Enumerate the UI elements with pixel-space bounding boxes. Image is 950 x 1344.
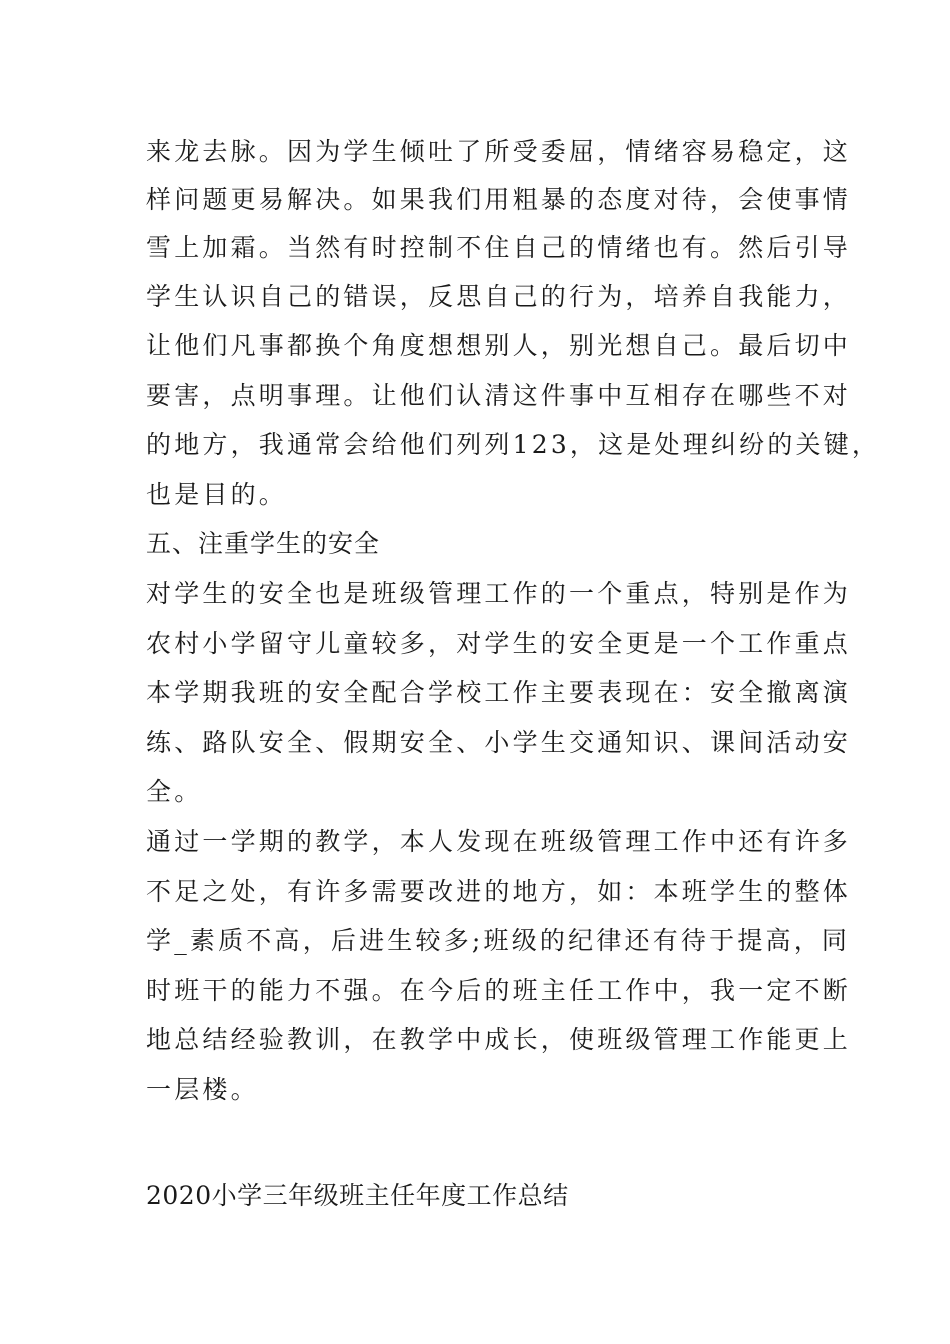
paragraph-1-line-3: 雪上加霜。当然有时控制不住自己的情绪也有。然后引导 [146, 233, 852, 262]
paragraph-1-line-6: 要害，点明事理。让他们认清这件事中互相存在哪些不对 [146, 381, 852, 410]
paragraph-3-line-6: 一层楼。 [146, 1075, 259, 1104]
paragraph-3-line-3: 学_素质不高，后进生较多;班级的纪律还有待于提高，同 [146, 926, 851, 955]
paragraph-1-line-7: 的地方，我通常会给他们列列123，这是处理纠纷的关键， [146, 430, 881, 459]
paragraph-1-line-2: 样问题更易解决。如果我们用粗暴的态度对待，会使事情 [146, 185, 852, 214]
paragraph-1-line-1: 来龙去脉。因为学生倾吐了所受委屈，情绪容易稳定，这 [146, 137, 852, 166]
paragraph-1-line-8: 也是目的。 [146, 480, 288, 509]
paragraph-2-line-3: 本学期我班的安全配合学校工作主要表现在：安全撤离演 [146, 678, 852, 707]
paragraph-3-line-2: 不足之处，有许多需要改进的地方，如：本班学生的整体 [146, 877, 852, 906]
paragraph-3-line-1: 通过一学期的教学，本人发现在班级管理工作中还有许多 [146, 827, 852, 856]
paragraph-2-line-1: 对学生的安全也是班级管理工作的一个重点，特别是作为 [146, 579, 852, 608]
section-heading: 五、注重学生的安全 [146, 529, 381, 558]
paragraph-2-line-5: 全。 [146, 777, 203, 806]
paragraph-2-line-2: 农村小学留守儿童较多，对学生的安全更是一个工作重点 [146, 629, 852, 658]
paragraph-2-line-4: 练、路队安全、假期安全、小学生交通知识、课间活动安 [146, 728, 852, 757]
paragraph-3-line-5: 地总结经验教训，在教学中成长，使班级管理工作能更上 [146, 1025, 852, 1054]
paragraph-1-line-5: 让他们凡事都换个角度想想别人，别光想自己。最后切中 [146, 331, 852, 360]
next-section-title: 2020小学三年级班主任年度工作总结 [146, 1181, 569, 1210]
paragraph-3-line-4: 时班干的能力不强。在今后的班主任工作中，我一定不断 [146, 976, 852, 1005]
paragraph-1-line-4: 学生认识自己的错误，反思自己的行为，培养自我能力， [146, 282, 852, 311]
